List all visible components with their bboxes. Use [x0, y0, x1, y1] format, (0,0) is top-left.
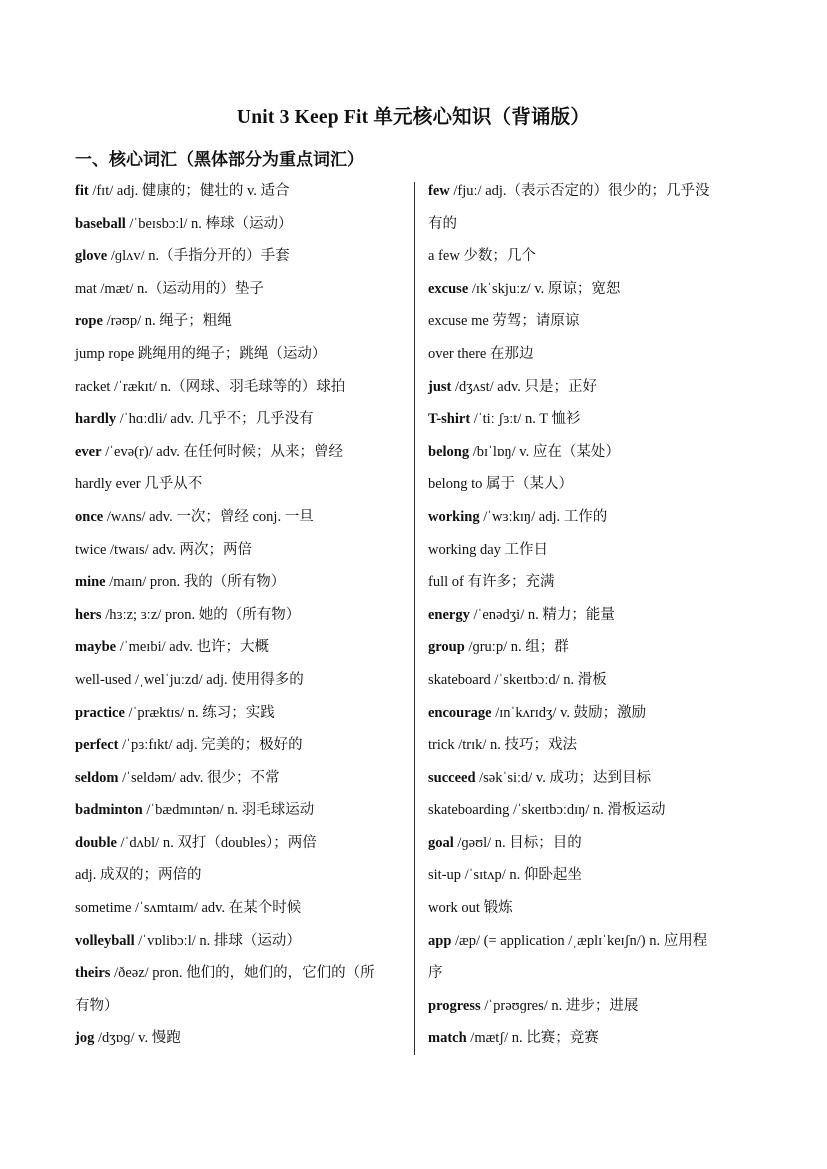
vocab-entry: [428, 729, 758, 762]
vocab-entry: [428, 892, 758, 925]
vocab-keyword: fit: [75, 183, 89, 199]
vocab-keyword: badminton: [75, 802, 143, 819]
vocab-keyword: encourage: [428, 704, 492, 721]
vocab-entry: [428, 371, 758, 404]
vocab-definition: /ɪkˈskjuːz/ v. 原谅；宽恕: [468, 280, 621, 297]
vocab-entry: [428, 566, 758, 599]
vocab-entry: [75, 273, 405, 306]
vocab-entry: [75, 403, 405, 436]
vocab-definition: twice /twaɪs/ adv. 两次；两倍: [75, 541, 253, 558]
vocab-definition: 有的: [428, 215, 457, 232]
vocab-entry: [75, 338, 405, 371]
vocab-definition: /rəʊp/ n. 绳子；粗绳: [102, 313, 232, 330]
vocab-keyword: ever: [75, 443, 102, 460]
vocab-definition: belong to 属于（某人）: [428, 476, 573, 493]
vocab-definition: /ˈvɒlibɔːl/ n. 排球（运动）: [134, 932, 301, 949]
vocab-keyword: group: [428, 639, 465, 656]
vocab-entry: [428, 990, 758, 1023]
vocab-entry: [75, 208, 405, 241]
vocab-entry: [75, 859, 405, 892]
vocab-definition: /bɪˈlɒŋ/ v. 应在（某处）: [469, 443, 620, 460]
vocab-entry: [75, 371, 405, 404]
vocab-entry: [75, 957, 405, 990]
vocab-definition: /fjuː/ adj.（表示否定的）很少的；几乎没: [449, 183, 710, 199]
vocab-definition: /dʒɒɡ/ v. 慢跑: [94, 1030, 181, 1047]
vocab-entry: [428, 468, 758, 501]
vocab-keyword: rope: [75, 313, 103, 330]
vocab-entry: [428, 534, 758, 567]
vocab-entry: [428, 631, 758, 664]
vocab-definition: /ˈevə(r)/ adv. 在任何时候；从来；曾经: [101, 443, 344, 460]
vocab-definition: over there 在那边: [428, 345, 534, 362]
vocab-entry: [428, 305, 758, 338]
vocab-definition: 有物）: [75, 997, 119, 1014]
vocab-definition: /ˈenədʒi/ n. 精力；能量: [469, 606, 615, 623]
vocab-entry: [428, 794, 758, 827]
vocab-definition: /ˈdʌbl/ n. 双打（doubles）；两倍: [116, 834, 317, 851]
vocab-entry: [75, 468, 405, 501]
vocab-column-right: [428, 175, 758, 1055]
vocab-entry: [428, 957, 758, 990]
vocab-entry: [428, 599, 758, 632]
vocab-keyword: progress: [428, 997, 481, 1014]
vocab-entry: [75, 729, 405, 762]
vocab-definition: /wʌns/ adv. 一次；曾经 conj. 一旦: [103, 508, 314, 525]
vocab-keyword: glove: [75, 248, 108, 265]
vocab-definition: mat /mæt/ n.（运动用的）垫子: [75, 280, 264, 297]
vocab-entry: [428, 501, 758, 534]
vocab-definition: /ɡəʊl/ n. 目标；目的: [453, 834, 582, 851]
vocab-keyword: just: [428, 378, 452, 395]
vocab-definition: /hɜːz; ɜːz/ pron. 她的（所有物）: [101, 606, 301, 623]
section-heading: 一、核心词汇（黑体部分为重点词汇）: [75, 150, 364, 170]
vocab-entry: [75, 1022, 405, 1055]
vocab-entry: [428, 859, 758, 892]
vocab-definition: trick /trɪk/ n. 技巧；戏法: [428, 737, 578, 754]
vocab-definition: racket /ˈrækɪt/ n.（网球、羽毛球等的）球拍: [75, 378, 346, 395]
vocab-entry: [428, 240, 758, 273]
vocab-entry: [428, 208, 758, 241]
vocab-definition: a few 少数；几个: [428, 248, 536, 265]
vocab-definition: sit-up /ˈsɪtʌp/ n. 仰卧起坐: [428, 867, 582, 884]
vocab-keyword: seldom: [75, 769, 119, 786]
vocab-definition: /ɡlʌv/ n.（手指分开的）手套: [107, 248, 290, 265]
column-divider: [414, 182, 415, 1055]
vocab-entry: [428, 175, 758, 208]
vocab-definition: sometime /ˈsʌmtaɪm/ adv. 在某个时候: [75, 900, 302, 917]
vocab-entry: [75, 664, 405, 697]
vocab-keyword: baseball: [75, 215, 126, 232]
vocab-entry: [75, 794, 405, 827]
vocab-keyword: practice: [75, 704, 125, 721]
vocab-entry: [75, 990, 405, 1023]
vocab-entry: [428, 925, 758, 958]
vocab-entry: [428, 1022, 758, 1055]
vocab-keyword: double: [75, 834, 117, 851]
vocab-definition: /ˈpɜːfɪkt/ adj. 完美的；极好的: [118, 737, 303, 754]
vocab-definition: /ˈprəʊɡres/ n. 进步；进展: [480, 997, 639, 1014]
vocab-definition: /ɪnˈkʌrɪdʒ/ v. 鼓励；激励: [491, 704, 647, 721]
vocab-keyword: T-shirt: [428, 411, 471, 428]
vocab-definition: work out 锻炼: [428, 900, 513, 917]
vocab-entry: [75, 534, 405, 567]
vocab-entry: [75, 762, 405, 795]
vocab-definition: /dʒʌst/ adv. 只是；正好: [451, 378, 598, 395]
vocab-keyword: energy: [428, 606, 470, 623]
vocab-definition: skateboarding /ˈskeɪtbɔːdɪŋ/ n. 滑板运动: [428, 802, 666, 819]
vocab-entry: [428, 762, 758, 795]
vocab-entry: [75, 305, 405, 338]
vocab-definition: /ˈmeɪbi/ adv. 也许；大概: [116, 639, 269, 656]
vocab-keyword: belong: [428, 443, 470, 460]
vocab-definition: /səkˈsiːd/ v. 成功；达到目标: [475, 769, 651, 786]
vocab-keyword: succeed: [428, 769, 476, 786]
vocab-definition: /fɪt/ adj. 健康的；健壮的 v. 适合: [88, 183, 290, 199]
vocab-entry: [75, 697, 405, 730]
vocab-definition: /ðeəz/ pron. 他们的，她们的，它们的（所: [110, 965, 375, 982]
vocab-entry: [75, 175, 405, 208]
vocab-definition: excuse me 劳驾；请原谅: [428, 313, 580, 330]
vocab-entry: [75, 240, 405, 273]
vocab-keyword: once: [75, 508, 104, 525]
vocab-definition: /ˈbeɪsbɔːl/ n. 棒球（运动）: [125, 215, 293, 232]
vocab-definition: /maɪn/ pron. 我的（所有物）: [105, 574, 286, 591]
vocab-keyword: working: [428, 508, 480, 525]
vocab-keyword: excuse: [428, 280, 469, 297]
vocab-keyword: volleyball: [75, 932, 135, 949]
vocab-definition: /mætʃ/ n. 比赛；竞赛: [466, 1030, 599, 1047]
vocab-keyword: hardly: [75, 411, 117, 428]
vocab-keyword: few: [428, 183, 450, 199]
vocab-keyword: hers: [75, 606, 102, 623]
vocab-definition: full of 有许多；充满: [428, 574, 555, 591]
vocab-keyword: theirs: [75, 965, 111, 982]
vocab-definition: well-used /ˌwelˈjuːzd/ adj. 使用得多的: [75, 671, 304, 688]
vocab-definition: /ˈtiː ʃɜːt/ n. T 恤衫: [470, 411, 581, 428]
vocab-keyword: maybe: [75, 639, 117, 656]
vocab-definition: /ˈbædmɪntən/ n. 羽毛球运动: [142, 802, 315, 819]
document-title: Unit 3 Keep Fit 单元核心知识（背诵版）: [236, 107, 591, 128]
vocab-definition: jump rope 跳绳用的绳子；跳绳（运动）: [75, 345, 327, 362]
vocab-entry: [428, 827, 758, 860]
vocab-entry: [75, 827, 405, 860]
vocab-entry: [75, 631, 405, 664]
vocab-definition: working day 工作日: [428, 541, 549, 558]
vocab-entry: [75, 892, 405, 925]
vocab-entry: [428, 403, 758, 436]
vocab-definition: adj. 成双的；两倍的: [75, 867, 202, 884]
vocab-entry: [428, 697, 758, 730]
vocab-entry: [428, 273, 758, 306]
vocab-definition: 序: [428, 965, 443, 982]
vocab-keyword: app: [428, 932, 452, 949]
vocab-entry: [428, 436, 758, 469]
vocab-definition: /ɡruːp/ n. 组；群: [464, 639, 569, 656]
vocab-keyword: match: [428, 1030, 467, 1047]
vocab-entry: [75, 599, 405, 632]
vocab-definition: /ˈseldəm/ adv. 很少；不常: [118, 769, 280, 786]
vocab-keyword: jog: [75, 1030, 95, 1047]
vocab-keyword: perfect: [75, 737, 119, 754]
vocab-definition: /ˈpræktɪs/ n. 练习；实践: [124, 704, 275, 721]
vocab-entry: [428, 664, 758, 697]
vocab-column-left: [75, 175, 405, 1055]
vocab-entry: [75, 566, 405, 599]
vocab-definition: /ˈhɑːdli/ adv. 几乎不；几乎没有: [116, 411, 314, 428]
vocab-keyword: goal: [428, 834, 454, 851]
vocab-definition: /ˈwɜːkɪŋ/ adj. 工作的: [479, 508, 608, 525]
vocab-definition: /æp/ (= application /ˌæplɪˈkeɪʃn/) n. 应用程: [451, 932, 708, 949]
vocab-entry: [428, 338, 758, 371]
vocab-entry: [75, 925, 405, 958]
vocab-entry: [75, 501, 405, 534]
vocab-entry: [75, 436, 405, 469]
vocab-definition: hardly ever 几乎从不: [75, 476, 203, 493]
vocab-keyword: mine: [75, 574, 106, 591]
vocab-definition: skateboard /ˈskeɪtbɔːd/ n. 滑板: [428, 671, 607, 688]
